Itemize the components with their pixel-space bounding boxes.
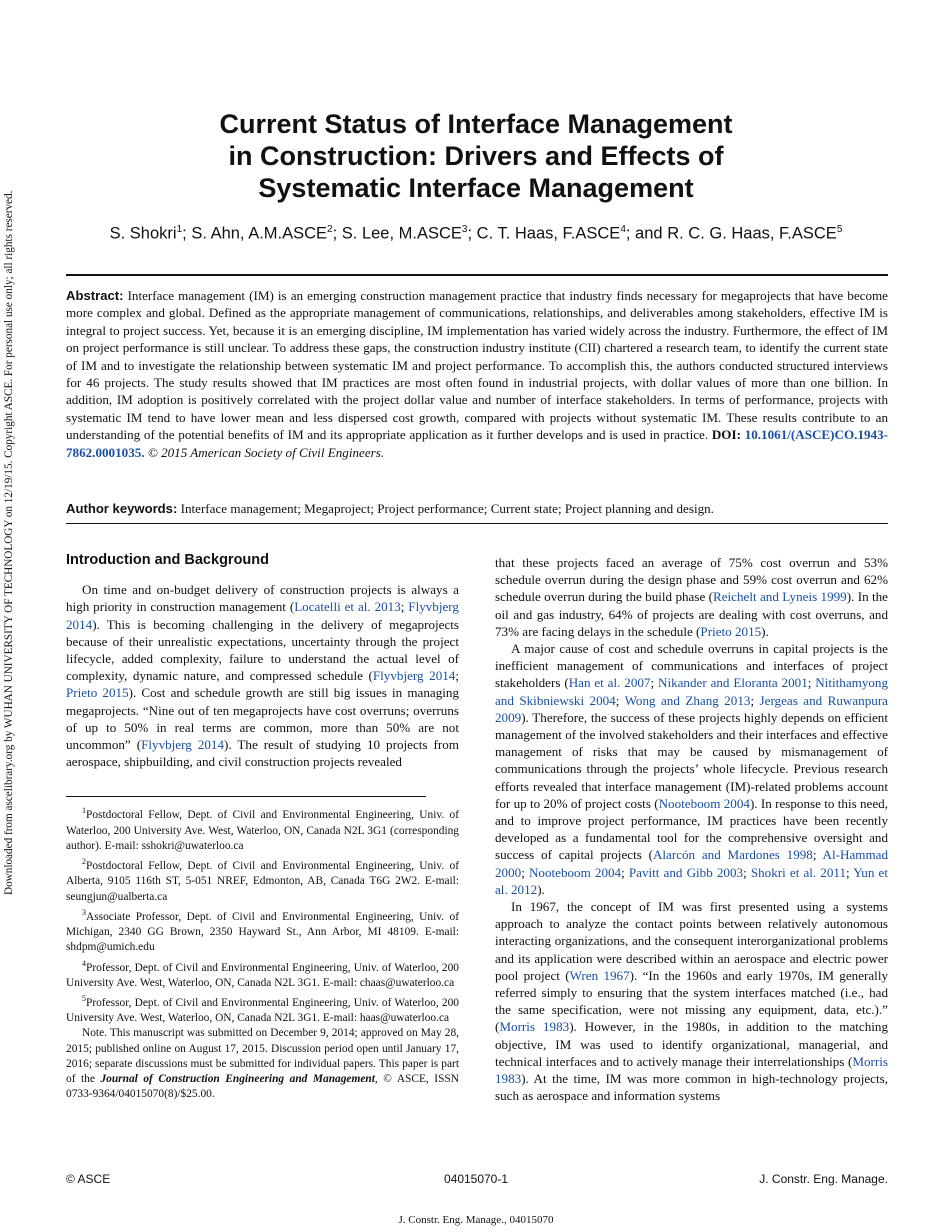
- body-text: ;: [615, 692, 625, 708]
- footnote: [66, 803, 459, 854]
- bottom-citation: J. Constr. Eng. Manage., 04015070: [398, 1214, 554, 1226]
- citation-link[interactable]: Reichelt and Lyneis 1999: [712, 589, 847, 605]
- author-name: S. Lee, M.ASCE: [341, 224, 462, 243]
- citation-link[interactable]: Wren 1967: [569, 967, 630, 983]
- title-line: Current Status of Interface Management: [219, 109, 733, 139]
- footnote: [66, 905, 459, 956]
- affiliation-marker: 5: [836, 224, 843, 235]
- footnote-marker: 2: [82, 857, 86, 867]
- author-keywords: [66, 500, 888, 517]
- paper-title: [0, 108, 952, 204]
- note-text: Note. This manuscript was submitted on December 9, 2014; approved on May 28, 2015; published online on August 17, 2015. Discussion period open until January 17, 2016; separate discussions must be submitted for individual papers. This paper is part of the: [66, 1027, 459, 1086]
- abstract-label: Abstract:: [66, 288, 124, 303]
- footer-page-id: 04015070-1: [443, 1172, 509, 1186]
- body-text: ).: [761, 623, 769, 639]
- citation-link[interactable]: Flyvbjerg 2014: [372, 668, 456, 684]
- footnote: [66, 854, 459, 905]
- body-text: ). In response to this need, and to improve project performance, IM practices have been recently developed as a fundamental tool for the comprehensive oversight and success of capital projects (: [495, 795, 888, 863]
- author-name: C. T. Haas, F.ASCE: [476, 224, 621, 243]
- footnotes: [66, 803, 459, 1026]
- body-text: On time and on-budget delivery of construction projects is always a high priority in construction management (: [66, 582, 459, 615]
- body-text: ;: [812, 847, 823, 863]
- author-separator: ;: [182, 224, 192, 243]
- abstract: [66, 287, 888, 461]
- citation-link[interactable]: Wong and Zhang 2013: [624, 692, 751, 708]
- author-name: S. Ahn, A.M.ASCE: [191, 224, 328, 243]
- body-text: ;: [750, 692, 760, 708]
- body-text: ). This is becoming challenging in the delivery of megaprojects because of their unrealistic expectations, uncertainty through the project lifecycle, added complexity, failure to understand the actual level of complexity, dynamic nature, and compressed schedule (: [66, 616, 459, 684]
- left-column: [66, 552, 459, 1103]
- footer-copyright: © ASCE: [66, 1172, 111, 1186]
- citation-link[interactable]: Prieto 2015: [66, 685, 129, 701]
- citation-link[interactable]: Jergeas and Ruwanpura 2009: [495, 692, 888, 725]
- footnote: [66, 956, 459, 991]
- author-name: R. C. G. Haas, F.ASCE: [667, 224, 837, 243]
- footnote-text: Associate Professor, Dept. of Civil and Environmental Engineering, Univ. of Michigan, 2340 GG Brown, 2350 Hayward St., Ann Arbor, MI 48109. E-mail: shdpm@umich.edu: [66, 910, 459, 954]
- body-text: In 1967, the concept of IM was first presented using a systems approach to analyze the contact points between relatively autonomous interacting organizations, and the consequent interorganizational problems and its application were described within an aerospace and electric power pool project (: [495, 899, 888, 983]
- footer-journal: J. Constr. Eng. Manage.: [759, 1172, 888, 1186]
- footnote-divider: [66, 796, 426, 797]
- manuscript-note: [66, 1026, 459, 1102]
- body-text: ). At the time, IM was more common in high-technology projects, such as aerospace and information systems: [495, 1071, 888, 1104]
- body-text: ). In the oil and gas industry, 64% of projects are dealing with cost overruns, and 73% are facing delays in the schedule (: [495, 589, 888, 639]
- citation-link[interactable]: Morris 1983: [495, 1053, 888, 1087]
- author-separator: ;: [332, 224, 342, 243]
- footnote-text: Professor, Dept. of Civil and Environmental Engineering, Univ. of Waterloo, 200 University Ave. West, Waterloo, ON, Canada N2L 3G1. E-mail: haas@uwaterloo.ca: [66, 996, 459, 1024]
- affiliation-marker: 2: [327, 224, 333, 235]
- author-name: S. Shokri: [109, 224, 177, 243]
- keywords-label: Author keywords:: [66, 501, 178, 516]
- affiliation-marker: 1: [176, 224, 183, 235]
- doi-link[interactable]: 10.1061/(ASCE)CO.1943-7862.0001035.: [66, 427, 888, 460]
- citation-link[interactable]: Nikander and Eloranta 2001: [657, 675, 808, 691]
- footnote-text: Professor, Dept. of Civil and Environmental Engineering, Univ. of Waterloo, 200 University Ave. West, Waterloo, ON, Canada N2L 3G1. E-mail: chaas@uwaterloo.ca: [66, 961, 459, 989]
- body-text: ). Therefore, the success of these projects highly depends on efficient management of the involved stakeholders and their interfaces and effective management of risks that may be caused by mismanagement of communications through the projects’ whole lifecycle. Previous research efforts revealed that interface management (IM)-related problems account for up to 20% of project costs (: [495, 709, 888, 811]
- title-line: in Construction: Drivers and Effects of: [228, 141, 724, 171]
- body-text: ;: [743, 864, 751, 880]
- footnote-marker: 1: [82, 806, 86, 816]
- body-text: ). Cost and schedule growth are still big issues in managing megaprojects. “Nine out of ten megaprojects have cost overruns; overruns of up to 50% in real terms are common, more than 50% are not uncommon” (: [66, 685, 460, 753]
- citation-link[interactable]: Nooteboom 2004: [528, 864, 622, 880]
- footnote-marker: 3: [82, 907, 86, 917]
- body-text: ;: [521, 864, 529, 880]
- affiliation-marker: 3: [461, 224, 468, 235]
- download-watermark: Downloaded from ascelibrary.org by WUHAN UNIVERSITY OF TECHNOLOGY on 12/19/15. Copyright ASCE. For personal use only; all rights reserved.: [3, 190, 15, 895]
- citation-link[interactable]: Flyvbjerg 2014: [141, 737, 224, 753]
- keywords-text: Interface management; Megaproject; Project performance; Current state; Project planning and design.: [180, 501, 714, 516]
- body-text: ).: [537, 881, 545, 897]
- keywords-divider: [66, 523, 888, 524]
- title-line: Systematic Interface Management: [258, 173, 694, 203]
- citation-link[interactable]: Nooteboom 2004: [658, 795, 750, 811]
- citation-link[interactable]: Pavitt and Gibb 2003: [628, 864, 744, 880]
- body-text: ). The result of studying 10 projects from aerospace, shipbuilding, and civil construction projects revealed: [66, 737, 459, 770]
- author-separator: ; and: [625, 224, 668, 243]
- citation-link[interactable]: Alarcón and Mardones 1998: [652, 847, 813, 863]
- author-separator: ;: [467, 224, 477, 243]
- body-text: that these projects faced an average of 75% cost overrun and 53% schedule overrun during the design phase and 59% cost overrun and 62% schedule overrun during the build phase (: [495, 555, 888, 605]
- body-text: A major cause of cost and schedule overruns in capital projects is the inefficient management of communications and interfaces of project stakeholders (: [495, 641, 888, 691]
- body-text: ;: [846, 864, 854, 880]
- citation-link[interactable]: Shokri et al. 2011: [750, 864, 847, 880]
- body-text: ). “In the 1960s and early 1970s, IM generally referred simply to ensuring that the system interfaces matched (i.e., had the same specification, were not missing any equipment, data, etc.).” (: [495, 967, 888, 1035]
- doi-label: DOI:: [711, 427, 741, 443]
- section-heading: Introduction and Background: [66, 552, 269, 568]
- body-text: ;: [807, 675, 816, 691]
- footnote-text: Postdoctoral Fellow, Dept. of Civil and Environmental Engineering, Univ. of Waterloo, 200 University Ave. West, Waterloo, ON, Canada N2L 3G1 (corresponding author). E-mail: sshokri@uwaterloo.ca: [66, 809, 459, 852]
- body-text: ;: [650, 675, 658, 691]
- body-paragraph: [495, 898, 888, 1104]
- citation-link[interactable]: Prieto 2015: [700, 623, 762, 639]
- note-tail: , © ASCE, ISSN 0733-9364/04015070(8)/$25.00.: [66, 1073, 459, 1101]
- body-text: ;: [400, 599, 409, 615]
- intro-paragraph: [66, 581, 459, 770]
- affiliation-marker: 4: [620, 224, 626, 235]
- header-divider: [66, 274, 888, 276]
- footnote-text: Postdoctoral Fellow, Dept. of Civil and Environmental Engineering, Univ. of Alberta, 9105 116th ST, 5-051 NREF, Edmonton, AB, Canada T6G 2W2. E-mail: seungjun@ualberta.ca: [66, 859, 459, 903]
- citation-link[interactable]: Han et al. 2007: [568, 675, 651, 691]
- citation-link[interactable]: Flyvbjerg 2014: [66, 599, 459, 632]
- body-text: ). However, in the 1980s, in addition to the matching objective, IM was used to identify organizational, managerial, and technical interfaces and to actively manage their interrelationships (: [495, 1019, 889, 1069]
- copyright-notice: © 2015 American Society of Civil Engineers.: [147, 444, 385, 460]
- citation-link[interactable]: Yun et al. 2012: [495, 864, 888, 897]
- footnote-marker: 4: [82, 958, 86, 968]
- citation-link[interactable]: Al-Hammad 2000: [495, 847, 888, 880]
- journal-name: Journal of Construction Engineering and Management: [100, 1073, 375, 1086]
- body-text: ;: [621, 864, 629, 880]
- right-column: [495, 554, 888, 1105]
- body-paragraph: [495, 640, 888, 898]
- abstract-text: Interface management (IM) is an emerging construction management practice that industry finds necessary for megaprojects that have become more complex and global. Defined as the appropriate management of communications, relationships, and deliverables among stakeholders, effective IM is integral to project success. Yet, because it is an emerging discipline, IM implementation has varied widely across the industry. Furthermore, the effect of IM on project performance is still unclear. To address these gaps, the construction industry institute (CII) chartered a research team, to identify the current state of IM and to investigate the relationship between systematic IM and project performance. To accomplish this, the authors conducted structured interviews for 46 projects. The study results showed that IM practices are most often found in industrial projects, with dollar values of more than one billion. In addition, IM adoption is positively correlated with the project dollar value and number of interface stakeholders. In terms of performance, projects with systematic IM tend to have lower mean and less dispersed cost growth, compared with projects without systematic IM. These results contribute to an understanding of the potential benefits of IM and its appropriate application as it further develops and is used in practice.: [66, 288, 888, 443]
- footnote: [66, 991, 459, 1026]
- author-list: [0, 224, 952, 244]
- body-text: ;: [455, 668, 459, 684]
- footnote-marker: 5: [82, 993, 86, 1003]
- body-paragraph: [495, 554, 888, 640]
- citation-link[interactable]: Nitithamyong and Skibniewski 2004: [495, 675, 889, 708]
- citation-link[interactable]: Locatelli et al. 2013: [294, 599, 401, 615]
- citation-link[interactable]: Morris 1983: [499, 1019, 570, 1035]
